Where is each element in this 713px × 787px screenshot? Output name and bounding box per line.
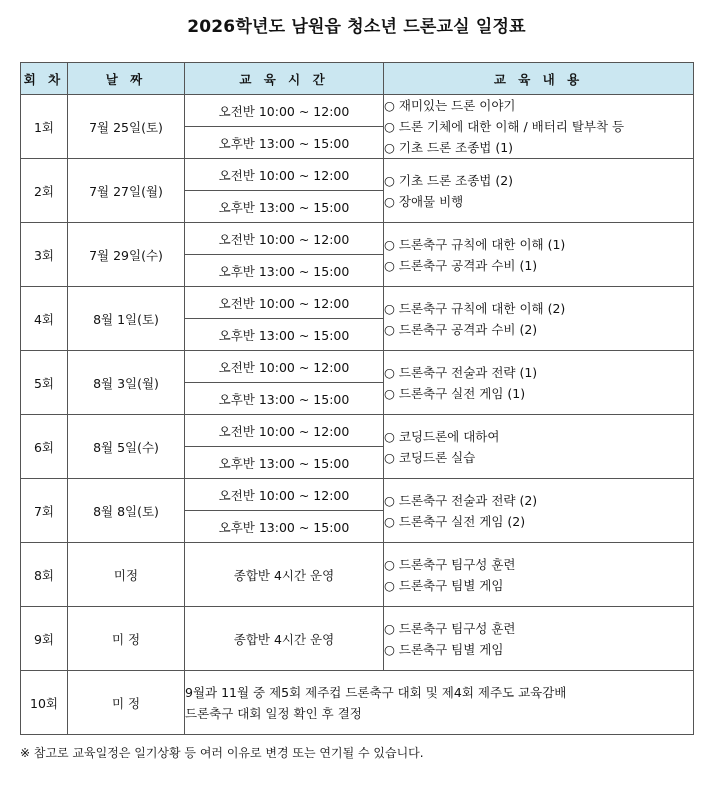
content-cell (384, 287, 694, 351)
header-date: 날 짜 (68, 63, 185, 95)
date-cell: 7월 25일(토) (68, 95, 185, 159)
date-cell: 미정 (68, 543, 185, 607)
time-cell-combined: 종합반 4시간 운영 (185, 543, 384, 607)
content-cell (384, 543, 694, 607)
footnote: ※ 참고로 교육일정은 일기상황 등 여러 이유로 변경 또는 연기될 수 있습니다. (20, 746, 424, 760)
round-cell: 4회 (21, 287, 68, 351)
table-row-last (21, 671, 694, 735)
time-cell-combined: 종합반 4시간 운영 (185, 607, 384, 671)
content-item: ○ 드론축구 팀구성 훈련 (384, 620, 516, 636)
content-item: ○ 장애물 비행 (384, 193, 464, 209)
header-time: 교 육 시 간 (185, 63, 384, 95)
time-cell-morning: 오전반 10:00 ~ 12:00 (185, 415, 384, 447)
date-cell: 미 정 (68, 607, 185, 671)
date-cell: 7월 27일(월) (68, 159, 185, 223)
note-line: 9월과 11월 중 제5회 제주컵 드론축구 대회 및 제4회 제주도 교육감배 (185, 684, 567, 700)
round-cell: 3회 (21, 223, 68, 287)
schedule-body (21, 95, 694, 735)
note-line: 드론축구 대회 일정 확인 후 결정 (185, 705, 362, 721)
round-cell: 2회 (21, 159, 68, 223)
content-item: ○ 드론축구 실전 게임 (1) (384, 385, 526, 401)
time-cell-afternoon: 오후반 13:00 ~ 15:00 (185, 511, 384, 543)
content-cell (384, 479, 694, 543)
header-content: 교 육 내 용 (384, 63, 694, 95)
content-item: ○ 드론축구 팀별 게임 (384, 577, 504, 593)
content-item: ○ 코딩드론 실습 (384, 449, 476, 465)
table-row (21, 415, 694, 447)
time-cell-afternoon: 오후반 13:00 ~ 15:00 (185, 447, 384, 479)
round-cell: 8회 (21, 543, 68, 607)
round-cell: 5회 (21, 351, 68, 415)
round-cell: 1회 (21, 95, 68, 159)
table-row (21, 287, 694, 319)
table-row (21, 223, 694, 255)
page-title: 2026학년도 남원읍 청소년 드론교실 일정표 (187, 17, 526, 37)
content-item: ○ 재미있는 드론 이야기 (384, 98, 516, 113)
content-item: ○ 드론축구 규칙에 대한 이해 (2) (384, 300, 566, 316)
table-row (21, 479, 694, 511)
header-round: 회 차 (21, 63, 68, 95)
content-item: ○ 드론축구 전술과 전략 (2) (384, 492, 538, 508)
round-cell: 7회 (21, 479, 68, 543)
note-cell (185, 671, 694, 735)
content-item: ○ 드론축구 규칙에 대한 이해 (1) (384, 236, 566, 252)
content-cell (384, 607, 694, 671)
content-cell (384, 95, 694, 159)
time-cell-afternoon: 오후반 13:00 ~ 15:00 (185, 191, 384, 223)
date-cell: 미 정 (68, 671, 185, 735)
content-cell (384, 159, 694, 223)
time-cell-afternoon: 오후반 13:00 ~ 15:00 (185, 383, 384, 415)
content-item: ○ 드론축구 전술과 전략 (1) (384, 364, 538, 380)
content-item: ○ 드론축구 실전 게임 (2) (384, 513, 526, 529)
time-cell-afternoon: 오후반 13:00 ~ 15:00 (185, 127, 384, 159)
content-item: ○ 드론축구 공격과 수비 (1) (384, 257, 538, 273)
date-cell: 8월 3일(월) (68, 351, 185, 415)
content-item: ○ 코딩드론에 대하여 (384, 428, 500, 444)
table-row (21, 159, 694, 191)
date-cell: 8월 8일(토) (68, 479, 185, 543)
round-cell: 9회 (21, 607, 68, 671)
time-cell-morning: 오전반 10:00 ~ 12:00 (185, 95, 384, 127)
content-item: ○ 드론축구 팀별 게임 (384, 641, 504, 657)
time-cell-afternoon: 오후반 13:00 ~ 15:00 (185, 319, 384, 351)
date-cell: 7월 29일(수) (68, 223, 185, 287)
content-item: ○ 기초 드론 조종법 (2) (384, 172, 514, 188)
content-item: ○ 드론축구 공격과 수비 (2) (384, 321, 538, 337)
time-cell-morning: 오전반 10:00 ~ 12:00 (185, 287, 384, 319)
time-cell-afternoon: 오후반 13:00 ~ 15:00 (185, 255, 384, 287)
content-cell (384, 223, 694, 287)
time-cell-morning: 오전반 10:00 ~ 12:00 (185, 351, 384, 383)
time-cell-morning: 오전반 10:00 ~ 12:00 (185, 479, 384, 511)
table-row (21, 351, 694, 383)
table-row (21, 95, 694, 127)
content-item: ○ 드론 기체에 대한 이해 / 배터리 탈부착 등 (384, 119, 625, 134)
table-row (21, 543, 694, 607)
table-header-row (21, 63, 694, 95)
table-row (21, 607, 694, 671)
content-cell (384, 351, 694, 415)
date-cell: 8월 1일(토) (68, 287, 185, 351)
content-item: ○ 기초 드론 조종법 (1) (384, 140, 514, 155)
time-cell-morning: 오전반 10:00 ~ 12:00 (185, 223, 384, 255)
round-cell: 10회 (21, 671, 68, 735)
time-cell-morning: 오전반 10:00 ~ 12:00 (185, 159, 384, 191)
round-cell: 6회 (21, 415, 68, 479)
schedule-table (20, 62, 694, 735)
date-cell: 8월 5일(수) (68, 415, 185, 479)
content-item: ○ 드론축구 팀구성 훈련 (384, 556, 516, 572)
content-cell (384, 415, 694, 479)
